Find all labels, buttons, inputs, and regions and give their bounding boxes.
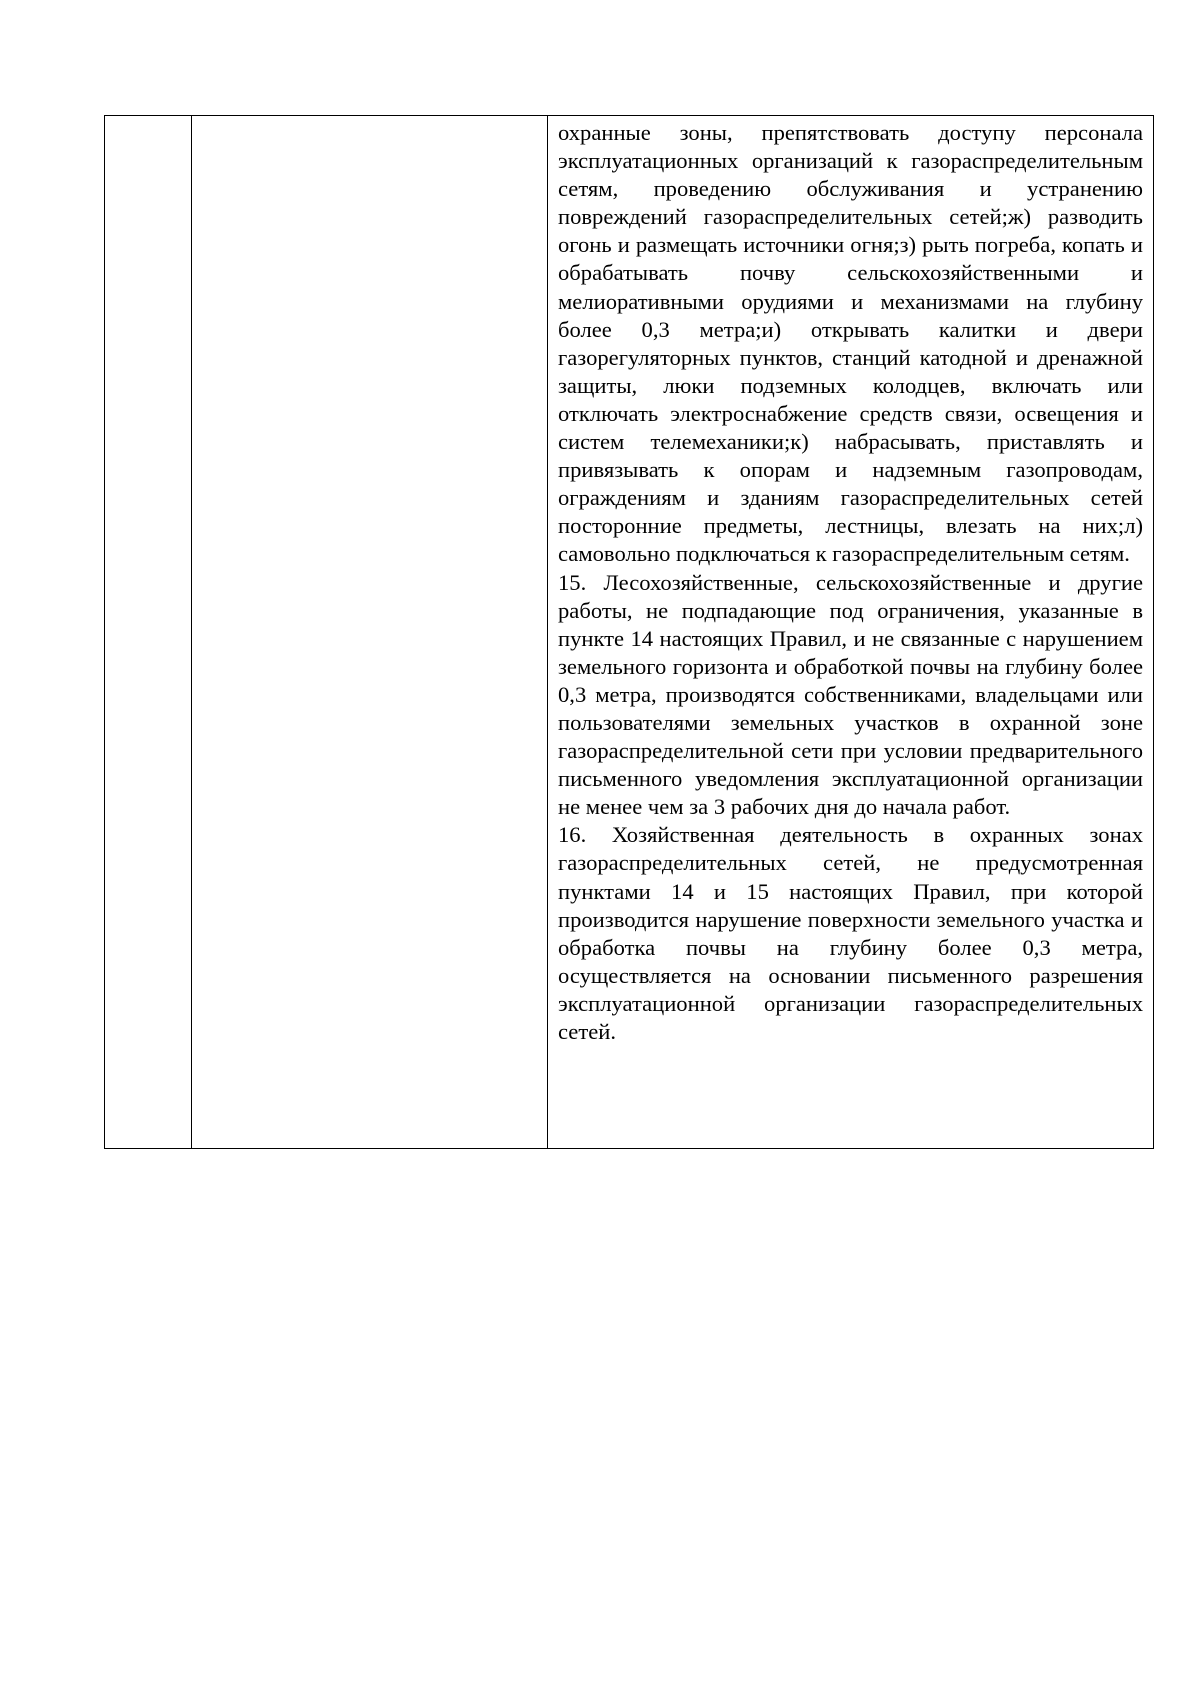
table-cell-object (192, 116, 548, 1149)
paragraph-item-16: 16. Хозяйственная деятельность в охранных зонах газораспределительных сетей, не предусмотренная пунктами 14 и 15 настоящих Правил, при которой производится нарушение поверхности земельного участка и обработка почвы на глубину более 0,3 метра, осуществляется на основании письменного разрешения эксплуатационной организации газораспределительных сетей. (558, 822, 1143, 1044)
cell-number-text (105, 116, 191, 121)
table-cell-number (105, 116, 192, 1149)
document-table (104, 115, 1154, 1149)
paragraph-restrictions-list: охранные зоны, препятствовать доступу персонала эксплуатационных организаций к газораспределительным сетям, проведению обслуживания и устранению повреждений газораспределительных сетей;ж) разводить огонь и размещать источники огня;з) рыть погреба, копать и обрабатывать почву сельскохозяйственными и мелиоративными орудиями и механизмами на глубину более 0,3 метра;и) открывать калитки и двери газорегуляторных пунктов, станций катодной и дренажной защиты, люки подземных колодцев, включать или отключать электроснабжение средств связи, освещения и систем телемеханики;к) набрасывать, приставлять и привязывать к опорам и надземным газопроводам, ограждениям и зданиям газораспределительных сетей посторонние предметы, лестницы, влезать на них;л) самовольно подключаться к газораспределительным сетям. (558, 120, 1143, 567)
table-row (105, 116, 1154, 1149)
table-cell-restrictions (548, 116, 1154, 1149)
paragraph-item-15: 15. Лесохозяйственные, сельскохозяйственные и другие работы, не подпадающие под ограничения, указанные в пункте 14 настоящих Правил, и не связанные с нарушением земельного горизонта и обработкой почвы на глубину более 0,3 метра, производятся собственниками, владельцами или пользователями земельных участков в охранной зоне газораспределительной сети при условии предварительного письменного уведомления эксплуатационной организации не менее чем за 3 рабочих дня до начала работ. (558, 569, 1143, 820)
restrictions-text (548, 116, 1153, 1048)
cell-object-text (192, 116, 547, 121)
